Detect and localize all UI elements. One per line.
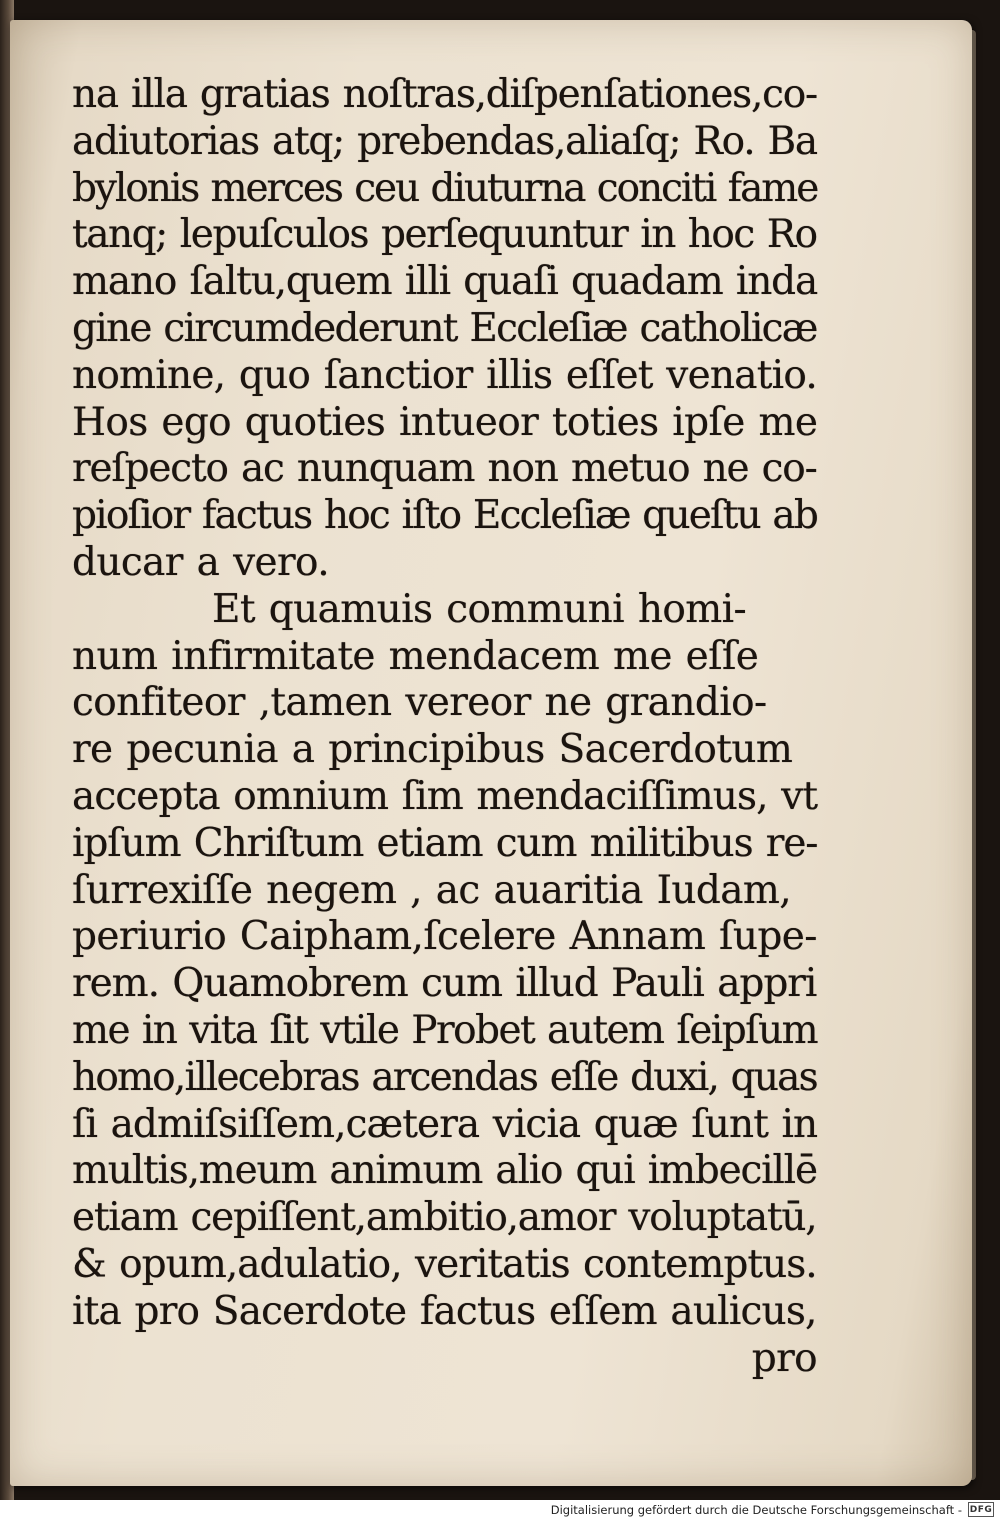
text-line: nomine, quo ſanctior illis eſſet venatio. — [72, 352, 817, 398]
text-line: rem. Quamobrem cum illud Pauli appri — [72, 961, 817, 1007]
text-line: etiam cepiſſent,ambitio,amor voluptatū, — [72, 1195, 817, 1241]
text-line: re pecunia a principibus Sacerdotum — [72, 727, 793, 773]
text-line: reſpecto ac nunquam non metuo ne co- — [72, 446, 817, 492]
paragraph-start-line: Et quamuis communi homi- — [212, 586, 747, 632]
text-line: confiteor ,tamen vereor ne grandio- — [72, 680, 767, 726]
text-line: & opum,adulatio, veritatis contemptus. — [72, 1241, 817, 1287]
footer-credit-text: Digitalisierung gefördert durch die Deutsche Forschungsgemeinschaft - — [550, 1503, 962, 1517]
text-line: num infirmitate mendacem me eſſe — [72, 633, 759, 679]
text-line: mano ſaltu,quem illi quaſi quadam inda — [72, 259, 818, 305]
footer-bar — [0, 1500, 1000, 1520]
text-line: gine circumdederunt Eccleſiæ catholicæ — [72, 305, 817, 351]
text-line: ducar a vero. — [72, 539, 330, 585]
text-line: pioſior factus hoc iſto Eccleſiæ queſtu ab — [72, 493, 818, 539]
page-text-block — [72, 72, 817, 1382]
catchword: pro — [751, 1335, 817, 1381]
text-line: bylonis merces ceu diuturna conciti fame — [72, 165, 818, 211]
text-line: ipſum Chriſtum etiam cum militibus re- — [72, 820, 818, 866]
text-line: Hos ego quoties intueor toties ipſe me — [72, 399, 818, 445]
text-line: homo,illecebras arcendas eſſe duxi, quas — [72, 1054, 817, 1100]
text-line: ſi admiſsiſſem,cætera vicia quæ ſunt in — [72, 1101, 818, 1147]
dfg-logo: DFG — [968, 1502, 994, 1517]
text-line: multis,meum animum alio qui imbecillē — [72, 1148, 817, 1194]
text-line: me in vita ſit vtile Probet autem ſeipſum — [72, 1007, 818, 1053]
text-line: ſurrexiſſe negem , ac auaritia Iudam, — [72, 867, 792, 913]
text-line: ita pro Sacerdote factus eſſem aulicus, — [72, 1288, 817, 1334]
text-line: adiutorias atq; prebendas,aliaſq; Ro. Ba — [72, 118, 817, 164]
text-line: na illa gratias noſtras,diſpenſationes,co- — [72, 72, 817, 117]
text-line: accepta omnium ſim mendaciſſimus, vt — [72, 773, 818, 819]
text-line: periurio Caipham,ſcelere Annam ſupe- — [72, 914, 817, 960]
text-line: tanq; lepuſculos perſequuntur in hoc Ro — [72, 212, 817, 258]
